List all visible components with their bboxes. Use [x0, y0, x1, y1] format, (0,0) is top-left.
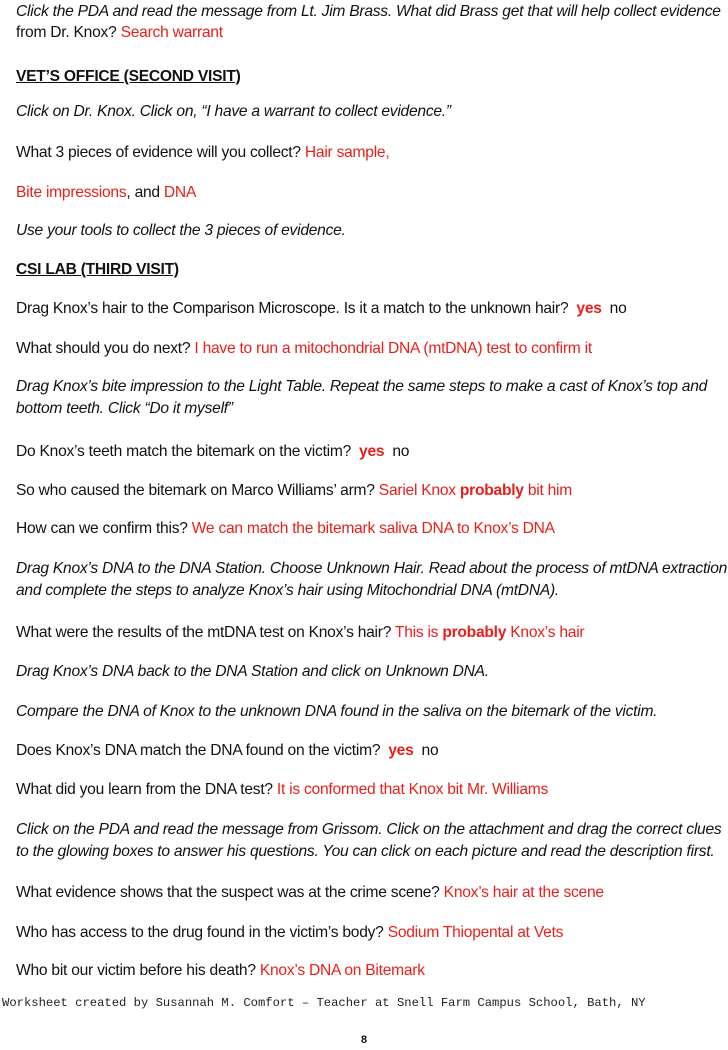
q3-prompt: Drag Knox’s hair to the Comparison Microscope. Is it a match to the unknown hair?	[16, 300, 569, 317]
instruction-bite-line1: Drag Knox’s bite impression to the Light Table. Repeat the same steps to make a cast of Knox’s top and	[16, 378, 708, 395]
q5-no: no	[392, 443, 410, 460]
q1-answer: Search warrant	[120, 24, 223, 41]
q10-prompt: What did you learn from the DNA test?	[16, 781, 277, 798]
instruction-grissom-line1: Click on the PDA and read the message from Grissom. Click on the attachment and drag the correct clues	[16, 821, 722, 838]
q7-prompt: How can we confirm this?	[16, 520, 192, 537]
q10-line	[16, 779, 548, 801]
q2-prompt: What 3 pieces of evidence will you collect?	[16, 144, 305, 161]
q11-answer: Knox’s hair at the scene	[443, 884, 604, 901]
q6-prompt: So who caused the bitemark on Marco Williams’ arm?	[16, 482, 379, 499]
q2-answer: Hair sample,	[304, 144, 390, 161]
q9-line	[16, 740, 438, 762]
q6-line	[16, 480, 572, 502]
q11-line	[16, 882, 604, 904]
q2-continued-line	[16, 182, 196, 204]
worksheet-footer: Worksheet created by Susannah M. Comfort – Teacher at Snell Farm Campus School, Bath, NY	[2, 996, 646, 1010]
q12-line	[16, 922, 563, 944]
page-number: 8	[360, 1034, 368, 1046]
q2-connector: , and	[126, 184, 164, 201]
q8-prompt: What were the results of the mtDNA test on Knox’s hair?	[16, 624, 395, 641]
q7-line	[16, 518, 555, 540]
q1-prompt-line1	[16, 1, 721, 23]
q13-line	[16, 960, 425, 982]
section-heading-vet: VET’S OFFICE (SECOND VISIT)	[16, 68, 241, 85]
section-heading-csi-lab: CSI LAB (THIRD VISIT)	[16, 261, 179, 278]
q1-prompt-a: Click the PDA and read the message from Lt. Jim Brass. What did Brass get that will help collect evidence	[16, 3, 721, 20]
q3-no: no	[609, 300, 627, 317]
q2-answer-dna: DNA	[163, 184, 197, 201]
q6-answer-probably: probably	[459, 482, 524, 499]
q4-prompt: What should you do next?	[16, 340, 195, 357]
instruction-warrant: Click on Dr. Knox. Click on, “I have a warrant to collect evidence.”	[16, 103, 451, 120]
instruction-unknown-dna: Drag Knox’s DNA back to the DNA Station and click on Unknown DNA.	[16, 663, 489, 680]
q2-line	[16, 142, 389, 164]
instruction-bite-line2: bottom teeth. Click “Do it myself”	[16, 400, 233, 417]
q2-answer-bite: Bite impressions	[16, 184, 127, 201]
instruction-grissom-line2: to the glowing boxes to answer his questions. You can click on each picture and read the description first.	[16, 843, 715, 860]
q13-prompt: Who bit our victim before his death?	[16, 962, 260, 979]
q12-answer: Sodium Thiopental at Vets	[387, 924, 564, 941]
q8-answer-probably: probably	[442, 624, 507, 641]
q11-prompt: What evidence shows that the suspect was at the crime scene?	[16, 884, 444, 901]
q3-line	[16, 298, 627, 320]
q4-line	[16, 338, 592, 360]
q8-answer-c: Knox’s hair	[506, 624, 585, 641]
q9-yes: yes	[388, 742, 414, 759]
q5-prompt: Do Knox’s teeth match the bitemark on the victim?	[16, 443, 352, 460]
q9-no: no	[421, 742, 439, 759]
q12-prompt: Who has access to the drug found in the victim’s body?	[16, 924, 388, 941]
q1-prompt-b: from Dr. Knox?	[16, 24, 121, 41]
instruction-compare-dna: Compare the DNA of Knox to the unknown DNA found in the saliva on the bitemark of the victim.	[16, 703, 658, 720]
q5-line	[16, 441, 409, 463]
q6-answer-c: bit him	[523, 482, 572, 499]
q8-answer-a: This is	[394, 624, 443, 641]
q10-answer: It is conformed that Knox bit Mr. Williams	[276, 781, 549, 798]
instruction-tools: Use your tools to collect the 3 pieces of evidence.	[16, 222, 346, 239]
q3-yes: yes	[576, 300, 602, 317]
instruction-dna-station-line2: and complete the steps to analyze Knox’s hair using Mitochondrial DNA (mtDNA).	[16, 582, 560, 599]
q6-answer-a: Sariel Knox	[378, 482, 460, 499]
q8-line	[16, 622, 584, 644]
q9-prompt: Does Knox’s DNA match the DNA found on the victim?	[16, 742, 381, 759]
q5-yes: yes	[359, 443, 385, 460]
q7-answer: We can match the bitemark saliva DNA to Knox’s DNA	[191, 520, 555, 537]
instruction-dna-station-line1: Drag Knox’s DNA to the DNA Station. Choose Unknown Hair. Read about the process of mtDNA extraction	[16, 560, 728, 577]
q13-answer: Knox’s DNA on Bitemark	[259, 962, 425, 979]
q4-answer: I have to run a mitochondrial DNA (mtDNA) test to confirm it	[194, 340, 592, 357]
q1-line2	[16, 22, 223, 44]
